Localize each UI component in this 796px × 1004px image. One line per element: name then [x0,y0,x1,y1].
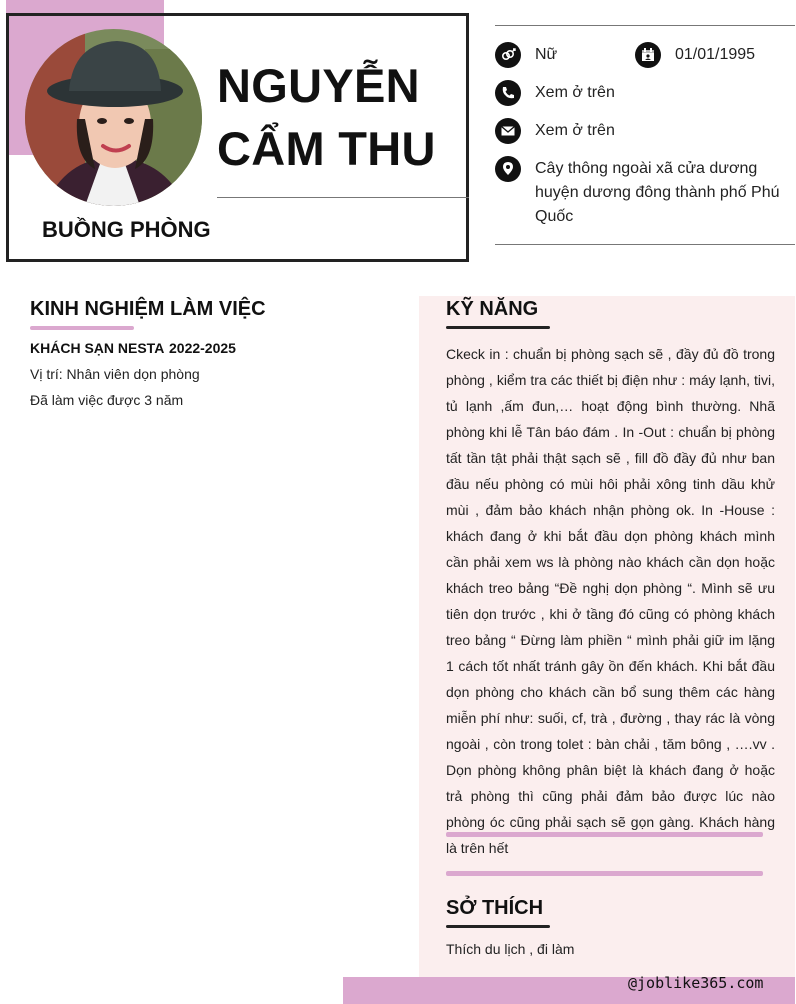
phone-value: Xem ở trên [535,84,615,101]
full-name-line1: NGUYỄN [217,59,420,112]
name-divider [217,197,469,198]
hobbies-title-underline [446,925,550,928]
gender-icon [495,42,521,68]
skills-text: Ckeck in : chuẩn bị phòng sạch sẽ , đầy đủ đồ trong phòng , kiểm tra các thiết bị điện như : máy lạnh, tivi, tủ lạnh ,ấm đun,… hoạt động bình thường. Nhã phòng khi lễ Tân báo đám . In -Out : chuẩn bị phòng tất tần tật phải thật sạch sẽ , fill đồ đầy đủ như ban đầu nếu phòng có mùi hôi phải xông tinh dầu khử mùi , đảm bảo khách nhận phòng ok. In -House : khách đang ở khi bắt đầu dọn phòng khách mình cần phải xem ws là phòng nào khách cần dọn hoặc khách treo bảng “Đề nghị dọn phòng “. Mình sẽ ưu tiên dọn trước , khi ở tầng đó cũng có phòng khách treo bảng “ Đừng làm phiền “ mình phải giữ im lặng 1 cách tốt nhất tránh gây ồn đến khách. Khi bắt đầu dọn phòng cho khách cần bổ sung thêm các hàng miễn phí như: suối, cf, trà , đường , thay rác là vòng ngoài , còn trong tolet : bàn chải , tăm bông , ….vv . Dọn phòng không phân biệt là khách đang ở hoặc trả phòng thì cũng phải đảm bảo được lúc nào phòng óc cũng phải sạch sẽ gọn gàng. Khách hàng là trên hết [446,346,775,856]
experience-title-underline [30,326,134,330]
email-value: Xem ở trên [535,122,615,139]
address-value: Cây thông ngoài xã cửa dương huyện dương đông thành phố Phú Quốc [535,160,780,225]
hobbies-title: SỞ THÍCH [446,897,544,919]
experience-duration: Đã làm việc được 3 năm [30,392,184,408]
skills-bottom-rule [446,832,763,837]
birthdate-value: 01/01/1995 [675,46,756,63]
experience-company: KHÁCH SẠN NESTA [30,340,165,356]
full-name [217,54,436,180]
avatar [25,29,202,206]
hobbies-top-rule [446,871,763,876]
contact-section [495,25,795,245]
skills-title-underline [446,326,550,329]
experience-title: KINH NGHIỆM LÀM VIỆC [30,298,266,320]
hobbies-text: Thích du lịch , đi làm [446,941,575,957]
gender-value: Nữ [535,46,558,63]
calendar-icon [635,42,661,68]
location-icon [495,156,521,182]
full-name-line2: CẨM THU [217,122,436,175]
email-icon [495,118,521,144]
skills-title: KỸ NĂNG [446,298,539,320]
job-position: BUỒNG PHÒNG [42,217,211,242]
experience-role: Vị trí: Nhân viên dọn phòng [30,366,200,382]
phone-icon [495,80,521,106]
experience-period: 2022-2025 [169,340,236,356]
watermark: @joblike365.com [628,974,764,992]
